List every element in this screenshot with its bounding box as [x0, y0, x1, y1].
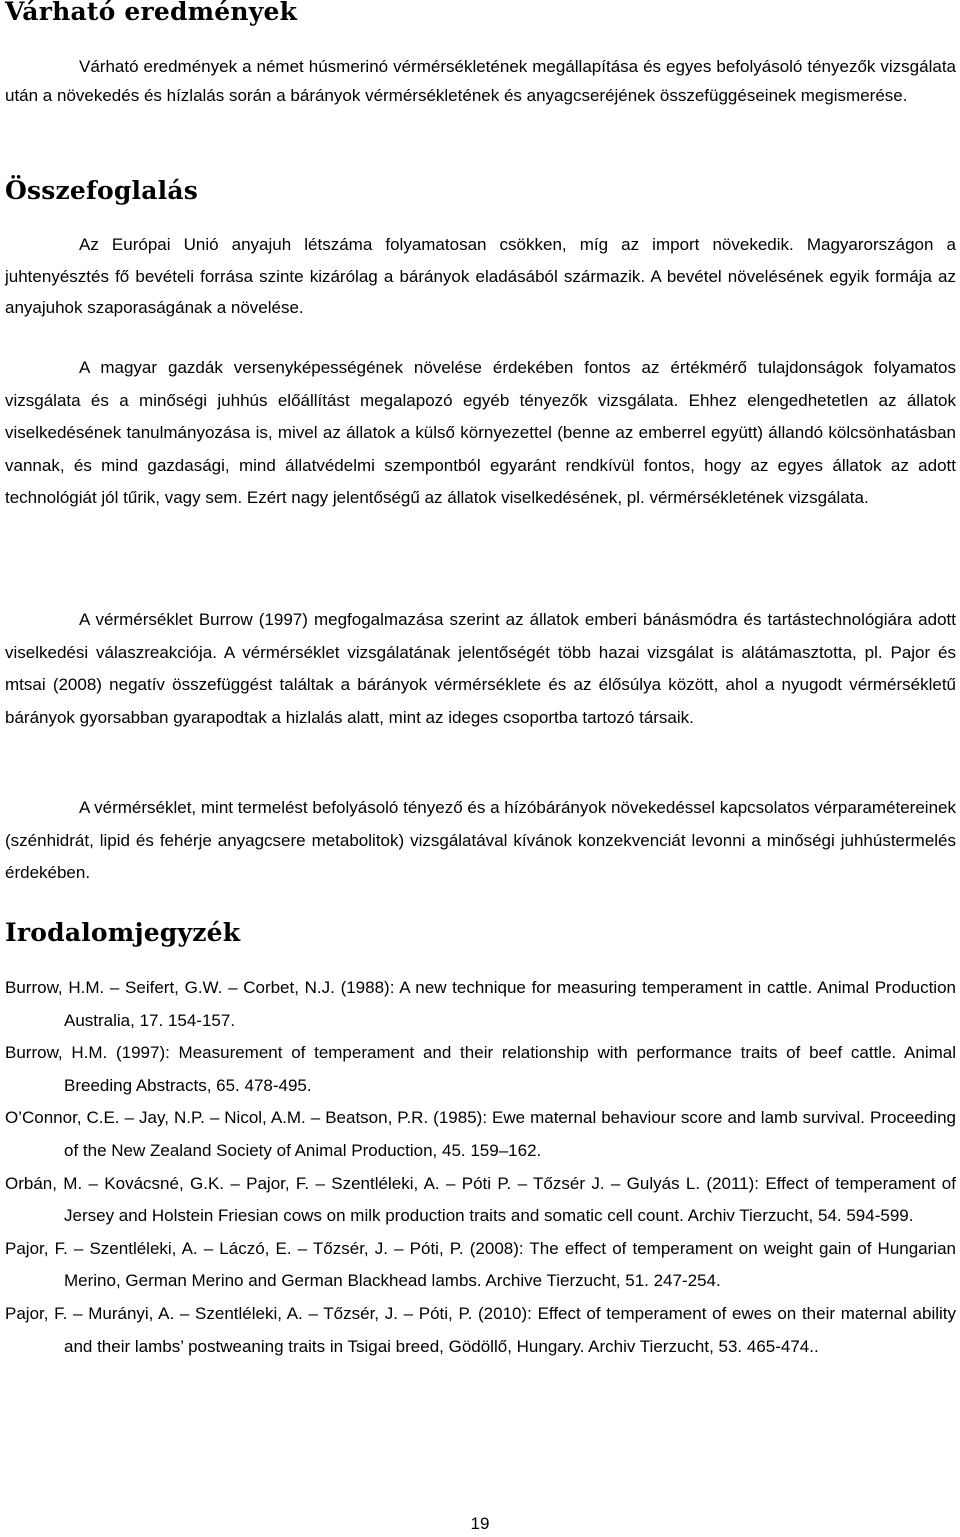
summary-paragraph-2: A magyar gazdák versenyképességének növelése érdekében fontos az értékmérő tulajdonságok folyamatos vizsgálata és a minőségi juhhús előállítást megalapozó egyéb tényezők vizsgálata. Ehhez elengedhetetlen az állatok viselkedésének tanulmányozása is, mivel az állatok a külső környezettel (benne az emberrel együtt) állandó kölcsönhatásban vannak, és mind gazdasági, mind állatvédelmi szempontból egyaránt rendkívül fontos, hogy az egyes állatok az adott technológiát jól tűrik, vagy sem. Ezért nagy jelentőségű az állatok viselkedésének, pl. vérmérsékletének vizsgálata.	[5, 358, 956, 507]
reference-item-4: Orbán, M. – Kovácsné, G.K. – Pajor, F. – Szentléleki, A. – Póti P. – Tőzsér J. – Gulyás L. (2011): Effect of temperament of Jersey and Holstein Friesian cows on milk production traits and somatic cell count. Archiv Tierzucht, 54. 594-599.	[5, 1173, 956, 1226]
reference-item-1: Burrow, H.M. – Seifert, G.W. – Corbet, N.J. (1988): A new technique for measuring temperament in cattle. Animal Production Australia, 17. 154-157.	[5, 978, 956, 1030]
section-heading-expected-results: Várható eredmények	[5, 0, 298, 26]
paragraph-expected-results: Várható eredmények a német húsmerinó vérmérsékletének megállapítása és egyes befolyásoló tényezők vizsgálata után a növekedés és hízlalás során a bárányok vérmérsékletének és anyagcseréjének összefüggéseinek megismerése.	[5, 57, 956, 105]
section-summary-3	[5, 604, 956, 734]
section-summary	[5, 229, 956, 324]
section-summary-4	[5, 792, 956, 890]
reference-item-2: Burrow, H.M. (1997): Measurement of temperament and their relationship with performance traits of beef cattle. Animal Breeding Abstracts, 65. 478-495.	[5, 1043, 956, 1095]
summary-paragraph-4: A vérmérséklet, mint termelést befolyásoló tényező és a hízóbárányok növekedéssel kapcsolatos vérparamétereinek (szénhidrát, lipid és fehérje anyagcsere metabolitok) vizsgálatával kívánok konzekvenciát levonni a minőségi juhhústermelés érdekében.	[5, 798, 956, 882]
section-summary-2	[5, 352, 956, 515]
reference-item-3: O’Connor, C.E. – Jay, N.P. – Nicol, A.M. – Beatson, P.R. (1985): Ewe maternal behaviour score and lamb survival. Proceeding of the New Zealand Society of Animal Production, 45. 159–162.	[5, 1108, 956, 1160]
reference-item-5: Pajor, F. – Szentléleki, A. – Láczó, E. – Tőzsér, J. – Póti, P. (2008): The effect of temperament on weight gain of Hungarian Merino, German Merino and German Blackhead lambs. Archive Tierzucht, 51. 247-254.	[5, 1238, 956, 1291]
page-number: 19	[470, 1514, 490, 1533]
summary-paragraph-1: Az Európai Unió anyajuh létszáma folyamatosan csökken, míg az import növekedik. Magyarországon a juhtenyésztés fő bevételi forrása szinte kizárólag a bárányok eladásából származik. A bevétel növelésének egyik formája az anyajuhok szaporaságának a növelése.	[5, 235, 956, 317]
section-expected-results	[5, 52, 956, 110]
section-heading-summary: Összefoglalás	[5, 176, 199, 205]
reference-item-6: Pajor, F. – Murányi, A. – Szentléleki, A. – Tőzsér, J. – Póti, P. (2010): Effect of temperament of ewes on their maternal ability and their lambs’ postweaning traits in Tsigai breed, Gödöllő, Hungary. Archiv Tierzucht, 53. 465-474..	[5, 1303, 956, 1356]
section-heading-references: Irodalomjegyzék	[5, 918, 241, 947]
summary-paragraph-3: A vérmérséklet Burrow (1997) megfogalmazása szerint az állatok emberi bánásmódra és tartástechnológiára adott viselkedési válaszreakciója. A vérmérséklet vizsgálatának jelentőségét több hazai vizsgálat is alátámasztotta, pl. Pajor és mtsai (2008) negatív összefüggést találtak a bárányok vérmérséklete és az élősúlya között, ahol a nyugodt vérmérsékletű bárányok gyorsabban gyarapodtak a hizlalás alatt, mint az ideges csoportba tartozó társaik.	[5, 610, 956, 727]
reference-list	[5, 972, 956, 1363]
